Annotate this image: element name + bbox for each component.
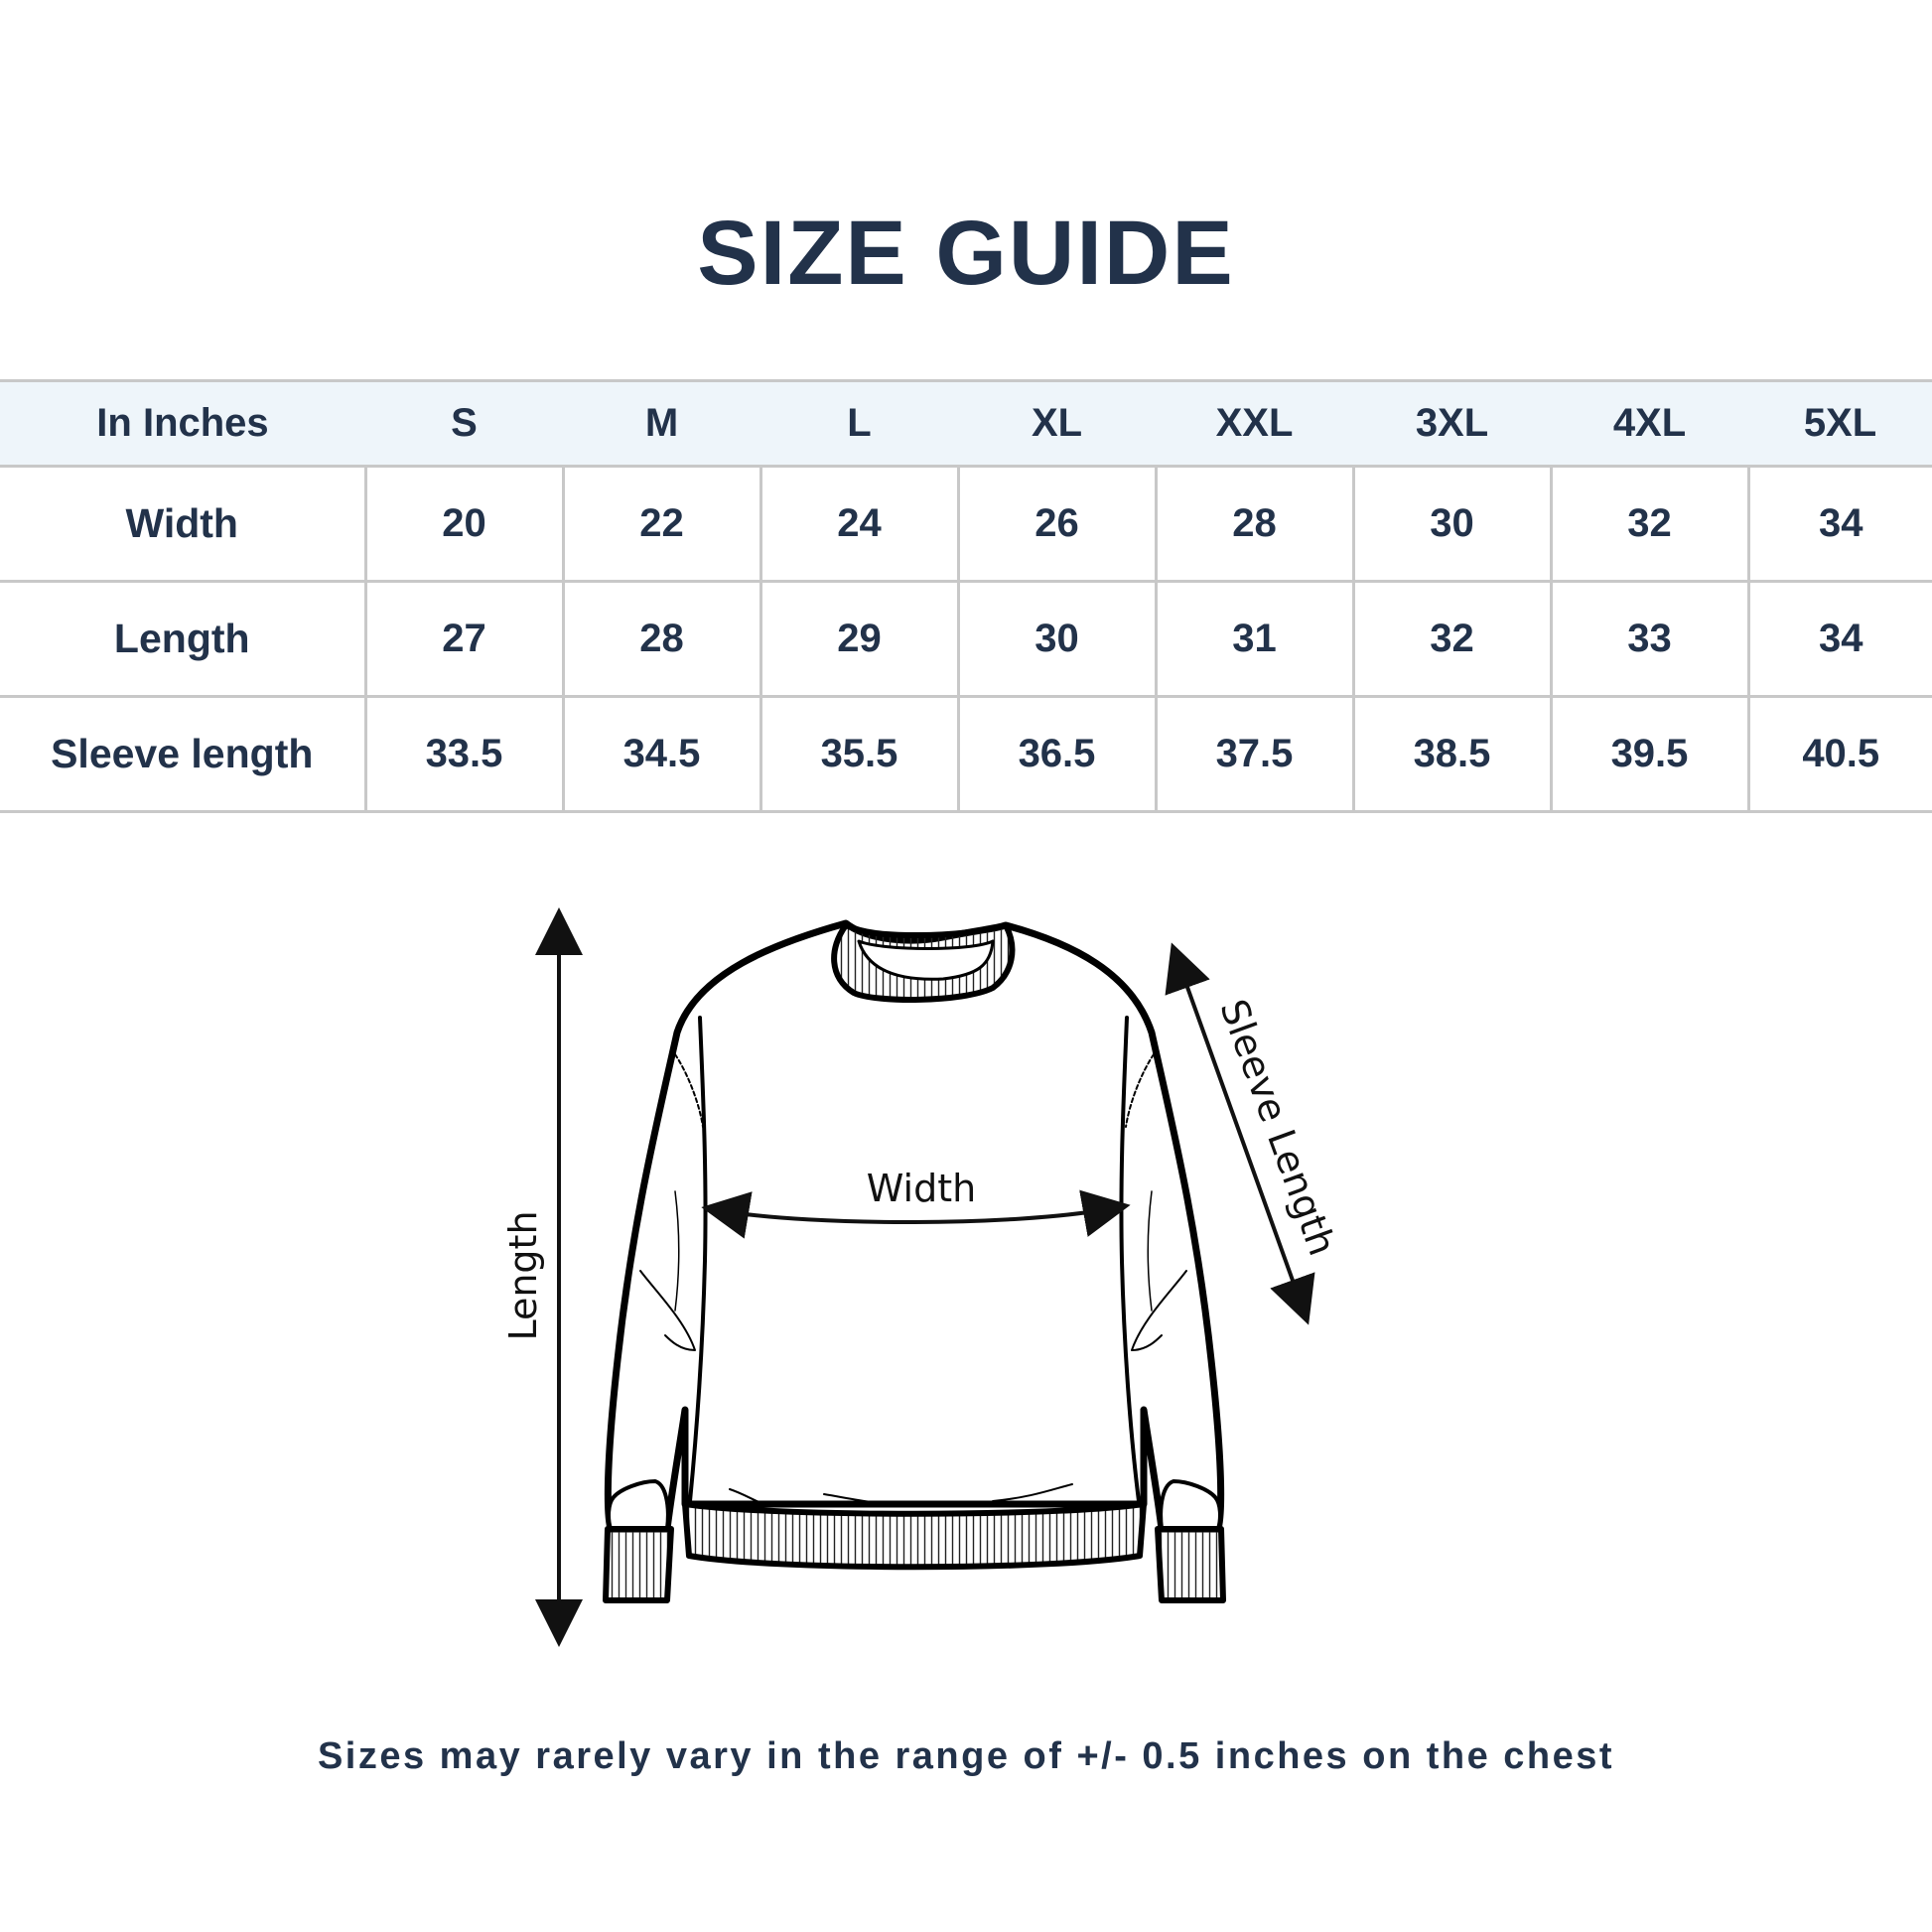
header-cell-size: L <box>760 381 958 467</box>
row-label-length: Length <box>0 582 365 697</box>
table-cell: 34 <box>1748 582 1932 697</box>
width-label: Width <box>866 1167 977 1210</box>
table-header-row <box>0 381 1932 467</box>
table-cell: 20 <box>365 467 563 582</box>
table-cell: 31 <box>1156 582 1353 697</box>
page-title: SIZE GUIDE <box>697 203 1235 304</box>
header-cell-size: XXL <box>1156 381 1353 467</box>
table-cell: 33.5 <box>365 697 563 812</box>
table-cell: 29 <box>760 582 958 697</box>
table-cell: 30 <box>1353 467 1551 582</box>
sleeve-length-label: Sleeve Length <box>1211 993 1345 1262</box>
table-cell: 34.5 <box>563 697 760 812</box>
table-cell: 38.5 <box>1353 697 1551 812</box>
table-cell: 36.5 <box>958 697 1156 812</box>
header-cell-size: S <box>365 381 563 467</box>
table-cell: 28 <box>1156 467 1353 582</box>
table-row <box>0 697 1932 812</box>
table-cell: 28 <box>563 582 760 697</box>
size-variation-note: Sizes may rarely vary in the range of +/- 0.5 inches on the chest <box>317 1735 1615 1777</box>
table-cell: 39.5 <box>1551 697 1748 812</box>
header-cell-unit: In Inches <box>0 381 365 467</box>
header-cell-size: XL <box>958 381 1156 467</box>
table-cell: 37.5 <box>1156 697 1353 812</box>
header-cell-size: 5XL <box>1748 381 1932 467</box>
table-cell: 34 <box>1748 467 1932 582</box>
length-label: Length <box>501 1210 545 1341</box>
sweatshirt-icon <box>606 923 1223 1600</box>
sweatshirt-illustration <box>477 894 1370 1648</box>
table-cell: 26 <box>958 467 1156 582</box>
row-label-width: Width <box>0 467 365 582</box>
row-label-sleeve-length: Sleeve length <box>0 697 365 812</box>
table-row <box>0 582 1932 697</box>
table-row <box>0 467 1932 582</box>
table-cell: 35.5 <box>760 697 958 812</box>
header-cell-size: M <box>563 381 760 467</box>
table-cell: 32 <box>1551 467 1748 582</box>
header-cell-size: 3XL <box>1353 381 1551 467</box>
table-cell: 32 <box>1353 582 1551 697</box>
sweatshirt-diagram <box>477 894 1370 1648</box>
table-cell: 40.5 <box>1748 697 1932 812</box>
header-cell-size: 4XL <box>1551 381 1748 467</box>
table-cell: 27 <box>365 582 563 697</box>
table-cell: 30 <box>958 582 1156 697</box>
size-table <box>0 379 1932 813</box>
table-cell: 33 <box>1551 582 1748 697</box>
table-cell: 24 <box>760 467 958 582</box>
table-cell: 22 <box>563 467 760 582</box>
